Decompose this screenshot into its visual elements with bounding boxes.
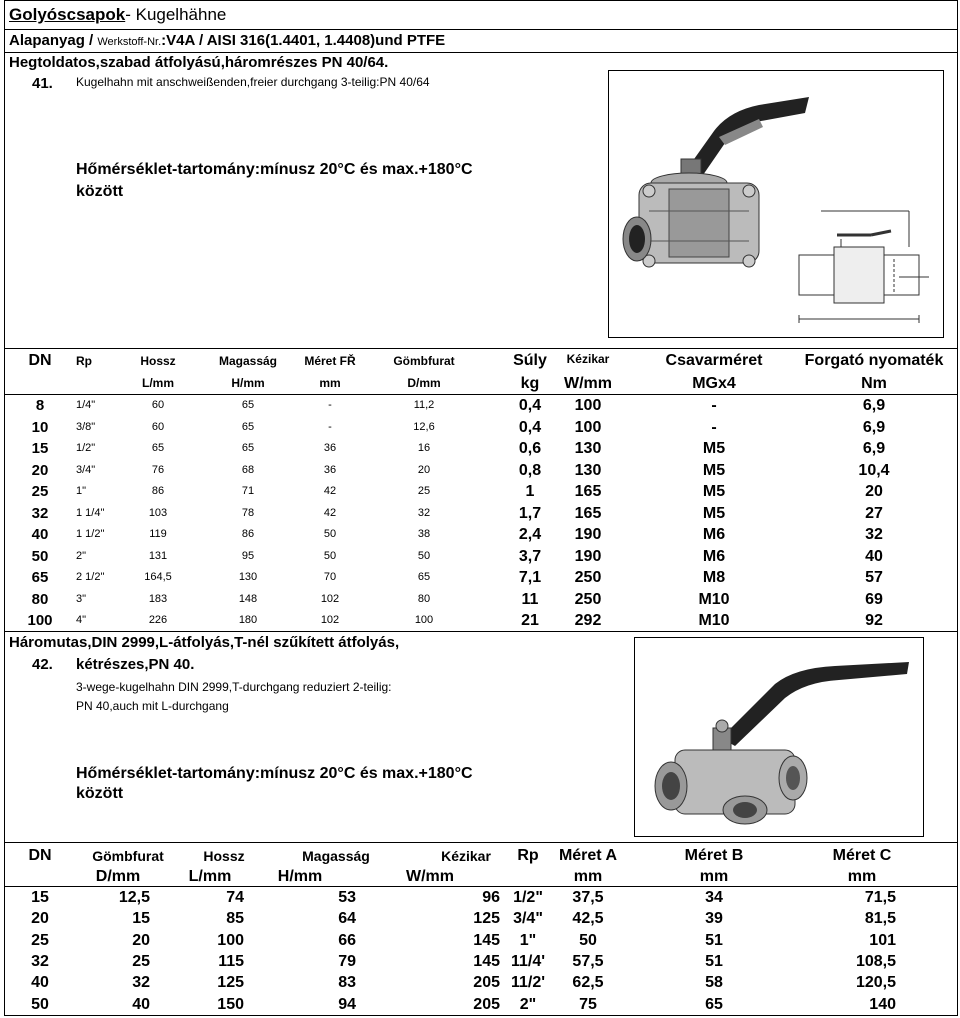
column-unit: H/mm (277, 868, 323, 885)
table-cell: 65 (705, 995, 723, 1013)
table-cell: 32 (417, 506, 431, 519)
column-header: Magasság (302, 848, 370, 864)
table-cell: 130 (238, 571, 258, 583)
table-cell: 3/4" (513, 910, 543, 928)
table-cell: 103 (148, 506, 168, 519)
table-cell: 11 (521, 590, 539, 608)
table-cell: 125 (217, 974, 244, 992)
column-unit: D/mm (95, 868, 141, 885)
table-cell: 60 (151, 420, 165, 433)
column-unit: W/mm (564, 375, 612, 392)
table-cell: 50 (579, 931, 597, 949)
table-cell: 80 (417, 592, 431, 605)
table-cell: 100 (574, 418, 602, 436)
material-small: Werkstoff-Nr. (97, 36, 162, 48)
table-cell: M6 (702, 547, 726, 565)
table-cell: 86 (151, 485, 165, 497)
table-cell: 25 (31, 483, 49, 500)
three-piece-ball-valve-with-drawing-icon (609, 71, 943, 337)
table-cell: 34 (705, 889, 723, 906)
product42-desc-1: 3-wege-kugelhahn DIN 2999,T-durchgang reduziert 2-teilig: (76, 680, 392, 694)
table-cell: 25 (417, 485, 431, 497)
table-cell: 205 (473, 995, 500, 1013)
table-cell: 92 (865, 612, 883, 629)
column-unit: L/mm (141, 376, 174, 390)
product41-image (608, 70, 944, 338)
column-unit: MGx4 (692, 375, 736, 392)
table-cell: 145 (473, 952, 500, 970)
column-header: Kézikar (566, 352, 610, 366)
column-header: Méret C (832, 847, 892, 864)
table-cell: 50 (323, 528, 337, 540)
table-cell: 250 (574, 569, 602, 586)
table-cell: 2" (519, 995, 537, 1013)
table-cell: 75 (579, 995, 597, 1013)
divider (4, 886, 958, 887)
divider (4, 631, 958, 632)
divider (4, 394, 958, 395)
table-cell: 40 (132, 995, 150, 1013)
column-unit: H/mm (231, 376, 265, 390)
table-cell: 53 (338, 889, 356, 906)
table-cell: 51 (705, 931, 723, 949)
table-cell: 20 (865, 483, 883, 500)
table-cell: 50 (323, 549, 337, 562)
table-cell: 32 (31, 504, 49, 522)
table-cell: 25 (31, 931, 49, 949)
table-cell: 6,9 (862, 397, 886, 414)
table-cell: 6,9 (862, 440, 886, 457)
column-unit: Nm (861, 375, 887, 392)
table-cell: 120,5 (855, 974, 896, 992)
table-cell: 1/2" (513, 889, 543, 906)
table-cell: 25 (132, 952, 150, 970)
table-cell: 65 (241, 420, 255, 433)
table-cell: 15 (132, 910, 150, 928)
table-cell: 64 (338, 910, 356, 928)
table-cell: 69 (865, 590, 883, 608)
table-cell: 12,5 (118, 889, 150, 906)
table-cell: 130 (574, 461, 602, 479)
column-unit: L/mm (188, 868, 232, 885)
table-cell: 36 (323, 442, 337, 454)
table-cell: 78 (241, 506, 255, 519)
table-cell: 60 (151, 399, 165, 411)
column-header: Kézikar (441, 848, 491, 864)
table-cell: 68 (241, 463, 255, 476)
table-cell: 190 (574, 547, 602, 565)
column-unit: W/mm (406, 868, 454, 885)
table-cell: 1/2" (76, 442, 96, 454)
table-cell: 32 (865, 526, 883, 543)
table-cell: 57 (865, 569, 883, 586)
table-cell: 65 (241, 442, 255, 454)
table-cell: M5 (702, 440, 726, 457)
table-cell: 2 1/2" (76, 571, 105, 583)
table-cell: 57,5 (572, 952, 604, 970)
product42-temp-2: között (76, 785, 124, 802)
table-cell: - (711, 397, 717, 414)
table-cell: 145 (473, 931, 500, 949)
table-cell: 20 (31, 910, 49, 928)
table-cell: - (328, 420, 332, 433)
table-cell: 190 (574, 526, 602, 543)
column-header: Méret FŘ (304, 354, 356, 368)
table-cell: 95 (241, 549, 255, 562)
table-cell: 38 (417, 528, 431, 540)
table-cell: 15 (31, 440, 49, 457)
table-cell: 1 (525, 483, 535, 500)
table-cell: 50 (31, 547, 49, 565)
column-header: Méret A (558, 847, 618, 864)
product42-heading-2: kétrészes,PN 40. (76, 656, 195, 673)
table-cell: 79 (338, 952, 356, 970)
table-cell: 36 (323, 463, 337, 476)
table-cell: 101 (869, 931, 896, 949)
material-value: :V4A / AISI 316(1.4401, 1.4408)und PTFE (161, 32, 446, 49)
table-cell: 40 (865, 547, 883, 565)
table-cell: 1,7 (518, 504, 542, 522)
table-cell: 1/4" (76, 399, 96, 411)
three-way-ball-valve-icon (635, 638, 923, 836)
column-header: Hossz (203, 848, 245, 864)
table-cell: 12,6 (413, 420, 435, 433)
table-cell: 20 (31, 461, 49, 479)
table-cell: 65 (241, 399, 255, 411)
table-cell: 10,4 (858, 461, 890, 479)
table-cell: M10 (698, 612, 730, 629)
table-cell: 140 (869, 995, 896, 1013)
title (9, 5, 226, 25)
product41-number: 41. (32, 75, 53, 92)
product42-heading: Háromutas,DIN 2999,L-átfolyás,T-nél szűkített átfolyás, (9, 634, 400, 651)
table-cell: M5 (702, 504, 726, 522)
table-cell: 150 (217, 995, 244, 1013)
column-unit: mm (319, 376, 341, 390)
column-header: Rp (76, 354, 92, 368)
table-cell: 4" (76, 614, 87, 626)
table-cell: 100 (27, 612, 53, 629)
table-cell: 15 (31, 889, 49, 906)
table-cell: 2,4 (518, 526, 542, 543)
table-cell: 50 (417, 549, 431, 562)
column-header: Magasság (218, 354, 278, 368)
table-cell: 80 (31, 590, 49, 608)
table-cell: 65 (151, 442, 165, 454)
table-cell: - (711, 418, 717, 436)
title-hu: Golyóscsapok (9, 5, 126, 24)
table-cell: M6 (702, 526, 726, 543)
table-cell: 27 (865, 504, 883, 522)
table-cell: 32 (132, 974, 150, 992)
table-cell: 100 (217, 931, 244, 949)
table-cell: 3,7 (518, 547, 542, 565)
table-cell: 86 (241, 528, 255, 540)
table-cell: 65 (31, 569, 49, 586)
column-header: Hossz (140, 354, 176, 368)
title-de: - Kugelhähne (125, 5, 227, 24)
column-header: Súly (513, 352, 547, 369)
table-cell: 100 (414, 614, 434, 626)
table-cell: 83 (338, 974, 356, 992)
divider (4, 52, 958, 53)
material-label: Alapanyag / (9, 32, 94, 49)
table-cell: 11,2 (413, 399, 435, 411)
divider (4, 842, 958, 843)
table-cell: 65 (417, 571, 431, 583)
table-cell: M5 (702, 461, 726, 479)
table-cell: 130 (574, 440, 602, 457)
table-cell: 125 (473, 910, 500, 928)
divider (4, 348, 958, 349)
table-cell: 292 (574, 612, 602, 629)
table-cell: 40 (31, 974, 49, 992)
table-cell: 66 (338, 931, 356, 949)
table-cell: 7,1 (518, 569, 542, 586)
table-cell: M10 (698, 590, 730, 608)
product41-heading: Hegtoldatos,szabad átfolyású,háromrészes PN 40/64. (9, 54, 389, 71)
table-cell: 102 (320, 592, 340, 605)
table-cell: 40 (31, 526, 49, 543)
column-header: DN (28, 847, 52, 864)
table-cell: 11/2' (510, 974, 546, 992)
table-cell: 50 (31, 995, 49, 1013)
table-cell: 8 (35, 397, 45, 414)
table-cell: 180 (238, 614, 258, 626)
column-header: Rp (517, 847, 539, 864)
table-cell: 1 1/2" (76, 528, 105, 540)
table-cell: 2" (76, 549, 87, 562)
product42-image (634, 637, 924, 837)
table-cell: 6,9 (862, 418, 886, 436)
product41-desc: Kugelhahn mit anschweißenden,freier durchgang 3-teilig:PN 40/64 (76, 75, 430, 89)
table-cell: 131 (148, 549, 168, 562)
table-cell: 11/4' (510, 952, 546, 970)
table-cell: 76 (151, 463, 165, 476)
column-unit: kg (520, 375, 540, 392)
table-cell: M8 (702, 569, 726, 586)
table-cell: 51 (705, 952, 723, 970)
table-cell: 32 (31, 952, 49, 970)
table-cell: 1 1/4" (76, 506, 105, 519)
table-cell: 74 (226, 889, 244, 906)
product41-temp-2: között (76, 183, 124, 200)
table-cell: 226 (148, 614, 168, 626)
column-header: Csavarméret (665, 352, 763, 369)
table-cell: 16 (417, 442, 431, 454)
table-cell: 1" (76, 485, 87, 497)
table-cell: 0,8 (518, 461, 542, 479)
table-cell: 108,5 (855, 952, 896, 970)
product42-desc-2: PN 40,auch mit L-durchgang (76, 699, 229, 713)
divider (4, 29, 958, 30)
column-header: Méret B (684, 847, 744, 864)
table-cell: 183 (148, 592, 168, 605)
column-unit: mm (699, 868, 729, 885)
table-cell: 165 (574, 483, 602, 500)
table-cell: 119 (149, 528, 167, 540)
table-cell: 42,5 (572, 910, 604, 928)
table-cell: 42 (323, 485, 337, 497)
column-header: Gömbfurat (92, 848, 164, 864)
column-unit: mm (573, 868, 603, 885)
table-cell: 96 (482, 889, 500, 906)
table-cell: 58 (705, 974, 723, 992)
table-cell: 102 (320, 614, 340, 626)
table-cell: 3/4" (76, 463, 96, 476)
table-cell: 3/8" (76, 420, 96, 433)
table-cell: 42 (323, 506, 337, 519)
table-cell: 94 (338, 995, 356, 1013)
table-cell: 250 (574, 590, 602, 608)
table-cell: 85 (226, 910, 244, 928)
table-cell: 20 (132, 931, 150, 949)
table-cell: 81,5 (864, 910, 896, 928)
product42-temp-1: Hőmérséklet-tartomány:mínusz 20°C és max.+180°C (76, 765, 473, 782)
table-cell: 20 (417, 463, 431, 476)
column-header: Forgató nyomaték (804, 352, 944, 369)
table-cell: - (328, 399, 332, 411)
table-cell: 1" (519, 931, 537, 949)
table-cell: 164,5 (144, 571, 172, 583)
table-cell: 70 (323, 571, 337, 583)
table-cell: 37,5 (572, 889, 604, 906)
column-header: DN (28, 352, 52, 369)
table-cell: 148 (238, 592, 258, 605)
table-cell: 62,5 (572, 974, 604, 992)
table-cell: 10 (31, 418, 49, 436)
table-cell: 100 (574, 397, 602, 414)
table-cell: 205 (473, 974, 500, 992)
table-cell: 39 (705, 910, 723, 928)
product41-temp-1: Hőmérséklet-tartomány:mínusz 20°C és max.+180°C (76, 161, 473, 178)
table-cell: M5 (702, 483, 726, 500)
table-cell: 0,4 (518, 397, 542, 414)
table-cell: 115 (218, 952, 244, 970)
column-unit: D/mm (407, 376, 441, 390)
material-line (9, 32, 445, 49)
table-cell: 21 (521, 612, 539, 629)
table-cell: 165 (574, 504, 602, 522)
table-cell: 71 (241, 485, 255, 497)
column-unit: mm (847, 868, 877, 885)
table-cell: 0,4 (518, 418, 542, 436)
table-cell: 0,6 (518, 440, 542, 457)
table-cell: 3" (76, 592, 87, 605)
product42-number: 42. (32, 656, 53, 673)
column-header: Gömbfurat (393, 354, 455, 368)
table-cell: 71,5 (864, 889, 896, 906)
